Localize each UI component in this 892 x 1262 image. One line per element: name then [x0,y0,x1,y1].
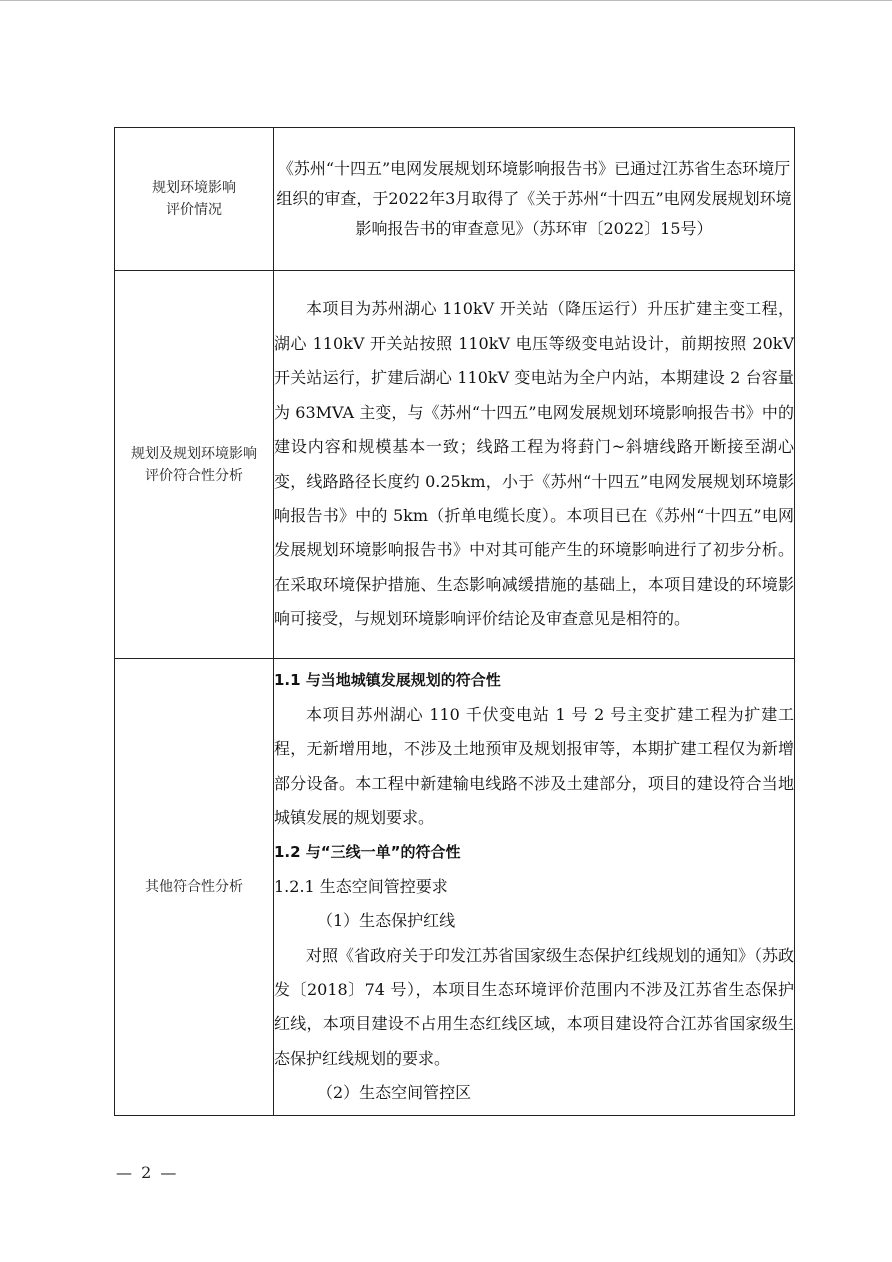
list-item: （2）生态空间管控区 [317,1083,472,1103]
table-row [115,659,795,1116]
row-content [274,128,795,271]
assessment-table [114,127,795,1116]
paragraph: 对照《省政府关于印发江苏省国家级生态保护红线规划的通知》（苏政发〔2018〕74 号），本项目生态环境评价范围内不涉及江苏省生态保护红线，本项目建设不占用生态红线区域，本项目建设符合江苏省国家级生态保护红线规划的要求。 [274,945,795,1068]
paragraph: 本项目为苏州湖心 110kV 开关站（降压运行）升压扩建主变工程，湖心 110kV 开关站按照 110kV 电压等级变电站设计，前期按照 20kV 开关站运行，扩建后湖心 110kV 变电站为全户内站，本期建设 2 台容量为 63MVA 主变，与《苏州“十四五”电网发展规划环境影响报告书》中的建设内容和规模基本一致；线路工程为将葑门~斜塘线路开断接至湖心变，线路路径长度约 0.25km，小于《苏州“十四五”电网发展规划环境影响报告书》中的 5km（折单电缆长度）。本项目已在《苏州“十四五”电网发展规划环境影响报告书》中对其可能产生的环境影响进行了初步分析。在采取环境保护措施、生态影响减缓措施的基础上，本项目建设的环境影响可接受，与规划环境影响评价结论及审查意见是相符的。 [274,299,794,629]
top-rule [0,0,892,1]
subsection-heading: 1.2.1 生态空间管控要求 [274,876,448,896]
row-label-line: 其他符合性分析 [145,879,243,895]
table-row [115,128,795,271]
section-heading: 1.1 与当地城镇发展规划的符合性 [274,671,501,690]
list-item: （1）生态保护红线 [317,911,456,931]
row-content [274,271,795,659]
paragraph: 《苏州“十四五”电网发展规划环境影响报告书》已通过江苏省生态环境厅组织的审查，于2022年3月取得了《关于苏州“十四五”电网发展规划环境影响报告书的审查意见》（苏环审〔2022〕15号） [276,158,792,239]
row-label [115,659,274,1116]
page-number: — 2 — [116,1163,179,1182]
row-label-line: 规划及规划环境影响 [131,445,257,462]
row-label [115,128,274,271]
row-label-line: 评价情况 [166,202,222,218]
row-content [274,659,795,1116]
row-label [115,271,274,659]
section-heading: 1.2 与“三线一单”的符合性 [274,843,461,862]
row-label-line: 评价符合性分析 [145,467,243,484]
paragraph: 本项目苏州湖心 110 千伏变电站 1 号 2 号主变扩建工程为扩建工程，无新增用地，不涉及土地预审及规划报审等，本期扩建工程仅为新增部分设备。本工程中新建输电线路不涉及土建部分，项目的建设符合当地城镇发展的规划要求。 [274,704,794,827]
table-row [115,271,795,659]
row-label-line: 规划环境影响 [152,180,236,196]
